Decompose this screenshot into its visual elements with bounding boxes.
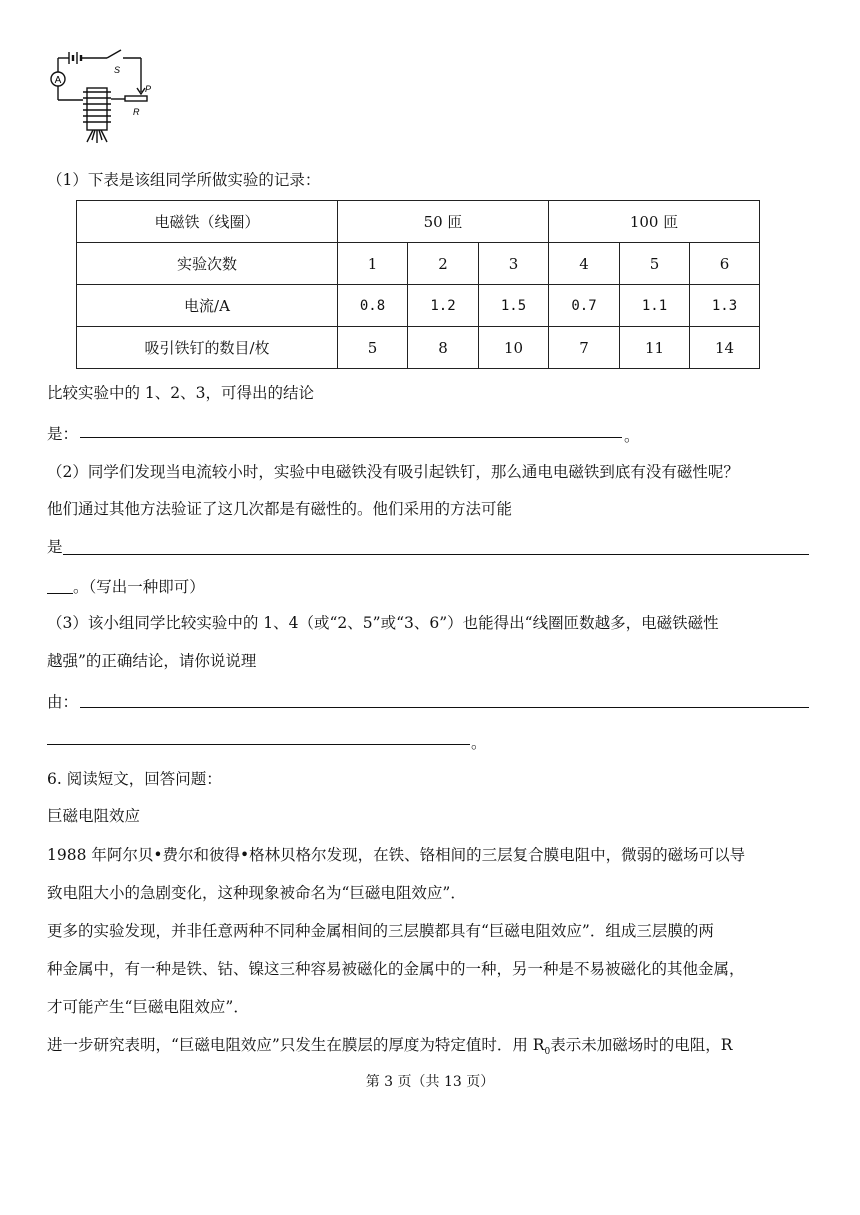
- table-cell: 1.2: [408, 285, 479, 327]
- table-cell: 1.3: [690, 285, 760, 327]
- q2-answer-end: 。（写出一种即可）: [73, 578, 205, 596]
- table-cell: 0.8: [338, 285, 408, 327]
- q6-paragraph1-line2: 致电阻大小的急剧变化，这种现象被命名为“巨磁电阻效应”．: [47, 884, 466, 902]
- table-row: [77, 285, 760, 327]
- group-50-header: 50 匝: [338, 201, 549, 243]
- q6-paragraph3-line1: [47, 1035, 732, 1062]
- q6-paragraph2-line1: 更多的实验发现，并非任意两种不同种金属相间的三层膜都具有“巨磁电阻效应”．组成三层膜的两: [47, 922, 714, 940]
- q2-line1: （2）同学们发现当电流较小时，实验中电磁铁没有吸引起铁钉，那么通电电磁铁到底有没有磁性呢？: [47, 463, 739, 481]
- table-header-label: 电磁铁（线圈）: [77, 201, 338, 243]
- q3-answer-blank-cont[interactable]: [47, 744, 470, 745]
- q2-answer-blank[interactable]: [63, 554, 809, 555]
- q2-line2: 他们通过其他方法验证了这几次都是有磁性的。他们采用的方法可能: [47, 500, 513, 518]
- circuit-diagram: [45, 40, 165, 145]
- q2-answer-blank-cont[interactable]: [47, 593, 73, 594]
- table-cell: 3: [479, 243, 549, 285]
- q1-answer-end: 。: [624, 427, 640, 445]
- table-cell: 10: [479, 327, 549, 369]
- table-cell: 4: [549, 243, 620, 285]
- q1-compare: 比较实验中的 1、2、3，可得出的结论: [47, 384, 315, 402]
- q3-answer-blank[interactable]: [80, 707, 809, 708]
- q3-line2: 越强”的正确结论，请你说说理: [47, 652, 257, 670]
- table-row: [77, 327, 760, 369]
- q6-p3-subscript: 0: [544, 1047, 551, 1058]
- table-cell: 0.7: [549, 285, 620, 327]
- q3-answer-end: 。: [471, 734, 487, 752]
- q6-heading: 巨磁电阻效应: [47, 807, 141, 825]
- table-row: [77, 243, 760, 285]
- q1-intro: （1）下表是该组同学所做实验的记录：: [47, 171, 321, 189]
- q1-answer-prefix: 是：: [47, 425, 79, 443]
- table-cell: 5: [620, 243, 690, 285]
- table-cell: 2: [408, 243, 479, 285]
- switch-label: S: [114, 65, 121, 75]
- table-cell: 5: [338, 327, 408, 369]
- q6-paragraph1-line1: 1988 年阿尔贝•费尔和彼得•格林贝格尔发现，在铁、铬相间的三层复合膜电阻中，微弱的磁场可以导: [47, 846, 746, 864]
- q6-title: 6. 阅读短文，回答问题：: [47, 770, 222, 788]
- q6-paragraph2-line3: 才可能产生“巨磁电阻效应”．: [47, 998, 249, 1016]
- table-cell: 1.5: [479, 285, 549, 327]
- table-cell: 8: [408, 327, 479, 369]
- page-footer: 第 3 页（共 13 页）: [365, 1074, 495, 1090]
- q3-answer-prefix: 由：: [47, 693, 79, 711]
- q2-answer-prefix: 是: [47, 538, 63, 556]
- q3-line1: （3）该小组同学比较实验中的 1、4（或“2、5”或“3、6”）也能得出“线圈匝数越多，电磁铁磁性: [47, 614, 719, 632]
- q6-p3-text-b: 表示未加磁场时的电阻，R: [550, 1036, 733, 1054]
- table-cell: 14: [690, 327, 760, 369]
- table-cell: 11: [620, 327, 690, 369]
- q1-answer-blank[interactable]: [80, 437, 622, 438]
- experiment-table: [76, 200, 760, 369]
- table-cell: 7: [549, 327, 620, 369]
- rheostat-label: R: [133, 107, 140, 117]
- q6-p3-text-a: 进一步研究表明，“巨磁电阻效应”只发生在膜层的厚度为特定值时．用 R: [47, 1036, 545, 1054]
- row-label-trials: 实验次数: [77, 243, 338, 285]
- table-cell: 6: [690, 243, 760, 285]
- slider-label: P: [145, 84, 152, 94]
- table-cell: 1: [338, 243, 408, 285]
- group-100-header: 100 匝: [549, 201, 760, 243]
- row-label-current: 电流/A: [77, 285, 338, 327]
- table-cell: 1.1: [620, 285, 690, 327]
- ammeter-label: A: [54, 75, 62, 86]
- q6-paragraph2-line2: 种金属中，有一种是铁、钴、镍这三种容易被磁化的金属中的一种，另一种是不易被磁化的其他金属，: [47, 960, 745, 978]
- table-row: [77, 201, 760, 243]
- row-label-nails: 吸引铁钉的数目/枚: [77, 327, 338, 369]
